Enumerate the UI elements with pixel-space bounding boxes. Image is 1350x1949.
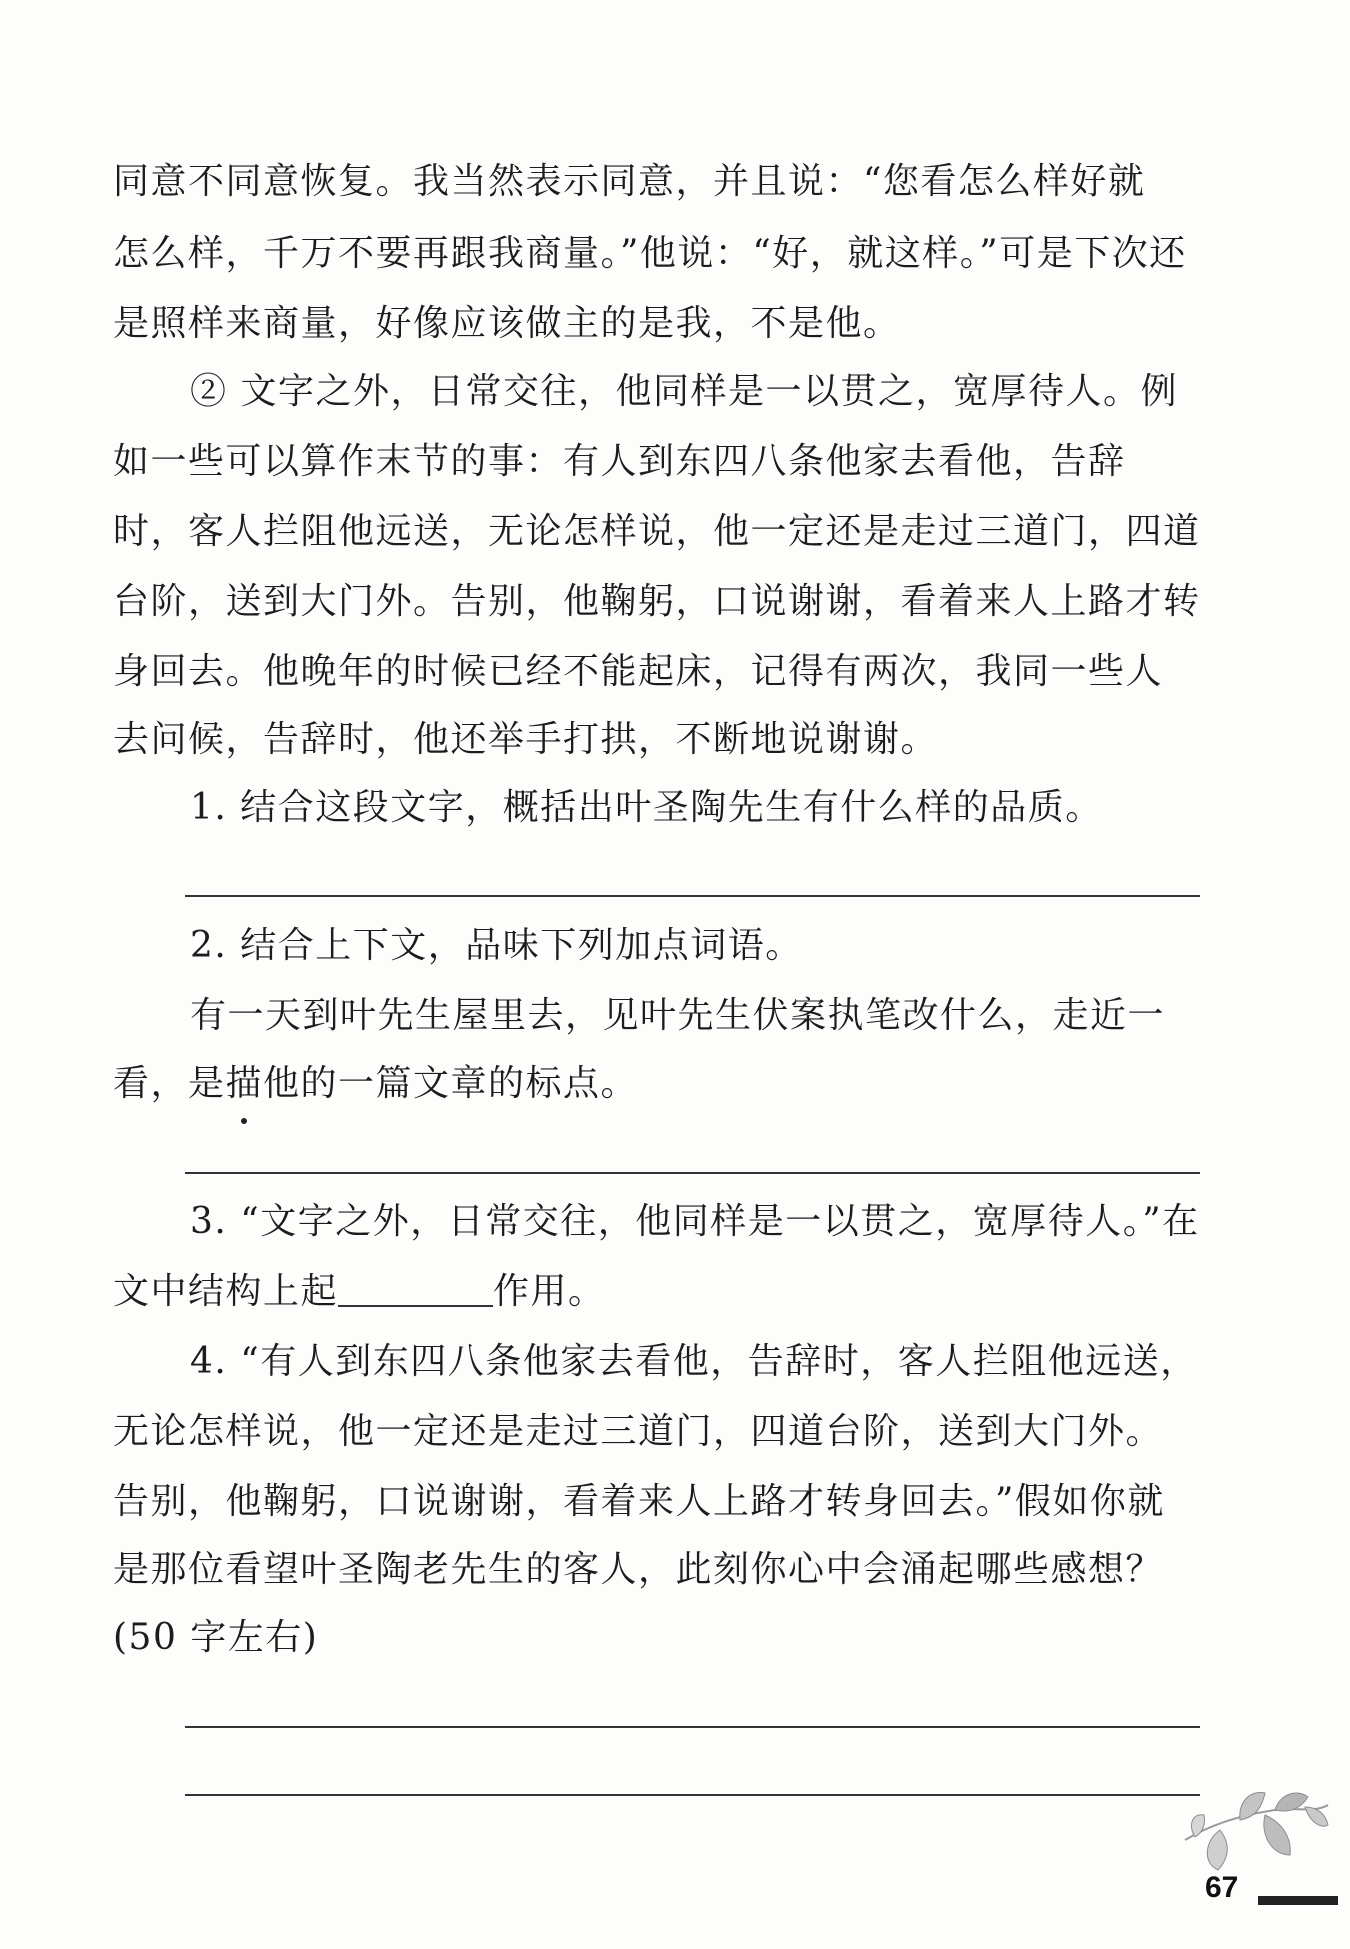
leaf-decoration-icon bbox=[1180, 1785, 1330, 1875]
answer-line[interactable] bbox=[185, 895, 1200, 897]
passage-line: 身回去。他晚年的时候已经不能起床，记得有两次，我同一些人 bbox=[113, 651, 1164, 692]
question-2-quote-line bbox=[113, 1062, 1203, 1106]
question-4-line: (50 字左右) bbox=[113, 1617, 319, 1658]
question-2-quote-line: 有一天到叶先生屋里去，见叶先生伏案执笔改什么，走近一 bbox=[190, 995, 1166, 1036]
quote-text: 看，是 bbox=[113, 1063, 226, 1104]
passage-line: 如一些可以算作末节的事：有人到东四八条他家去看他，告辞 bbox=[113, 441, 1126, 482]
fill-in-blank[interactable] bbox=[338, 1275, 493, 1307]
passage-line: 是照样来商量，好像应该做主的是我，不是他。 bbox=[113, 303, 901, 344]
quote-text: 他的一篇文章的标点。 bbox=[263, 1063, 639, 1104]
question-3-line bbox=[113, 1270, 1203, 1314]
dotted-word: 描 bbox=[225, 1063, 264, 1104]
answer-line[interactable] bbox=[185, 1726, 1200, 1728]
passage-line: 台阶，送到大门外。告别，他鞠躬，口说谢谢，看着来人上路才转 bbox=[113, 581, 1201, 622]
question-3: 3. “文字之外，日常交往，他同样是一以贯之，宽厚待人。”在 bbox=[190, 1201, 1200, 1242]
question-2: 2. 结合上下文，品味下列加点词语。 bbox=[190, 925, 803, 966]
answer-line[interactable] bbox=[185, 1794, 1200, 1796]
question-4-line: 告别，他鞠躬，口说谢谢，看着来人上路才转身回去。”假如你就 bbox=[113, 1481, 1165, 1522]
question-1: 1. 结合这段文字，概括出叶圣陶先生有什么样的品质。 bbox=[190, 787, 1103, 828]
passage-line: ② 文字之外，日常交往，他同样是一以贯之，宽厚待人。例 bbox=[190, 371, 1178, 412]
passage-line: 时，客人拦阻他远送，无论怎样说，他一定还是走过三道门，四道 bbox=[113, 511, 1201, 552]
question-4: 4. “有人到东四八条他家去看他，告辞时，客人拦阻他远送， bbox=[190, 1341, 1198, 1382]
passage-line: 怎么样，千万不要再跟我商量。”他说：“好，就这样。”可是下次还 bbox=[113, 233, 1187, 274]
question-text: 作用。 bbox=[493, 1271, 606, 1312]
question-4-line: 无论怎样说，他一定还是走过三道门，四道台阶，送到大门外。 bbox=[113, 1411, 1164, 1452]
passage-line: 同意不同意恢复。我当然表示同意，并且说：“您看怎么样好就 bbox=[113, 161, 1146, 202]
page-number: 67 bbox=[1205, 1871, 1239, 1904]
question-4-line: 是那位看望叶圣陶老先生的客人，此刻你心中会涌起哪些感想？ bbox=[113, 1549, 1164, 1590]
question-text: 文中结构上起 bbox=[113, 1271, 339, 1312]
page-number-bar bbox=[1258, 1896, 1338, 1905]
answer-line[interactable] bbox=[185, 1172, 1200, 1174]
passage-line: 去问候，告辞时，他还举手打拱，不断地说谢谢。 bbox=[113, 719, 939, 760]
